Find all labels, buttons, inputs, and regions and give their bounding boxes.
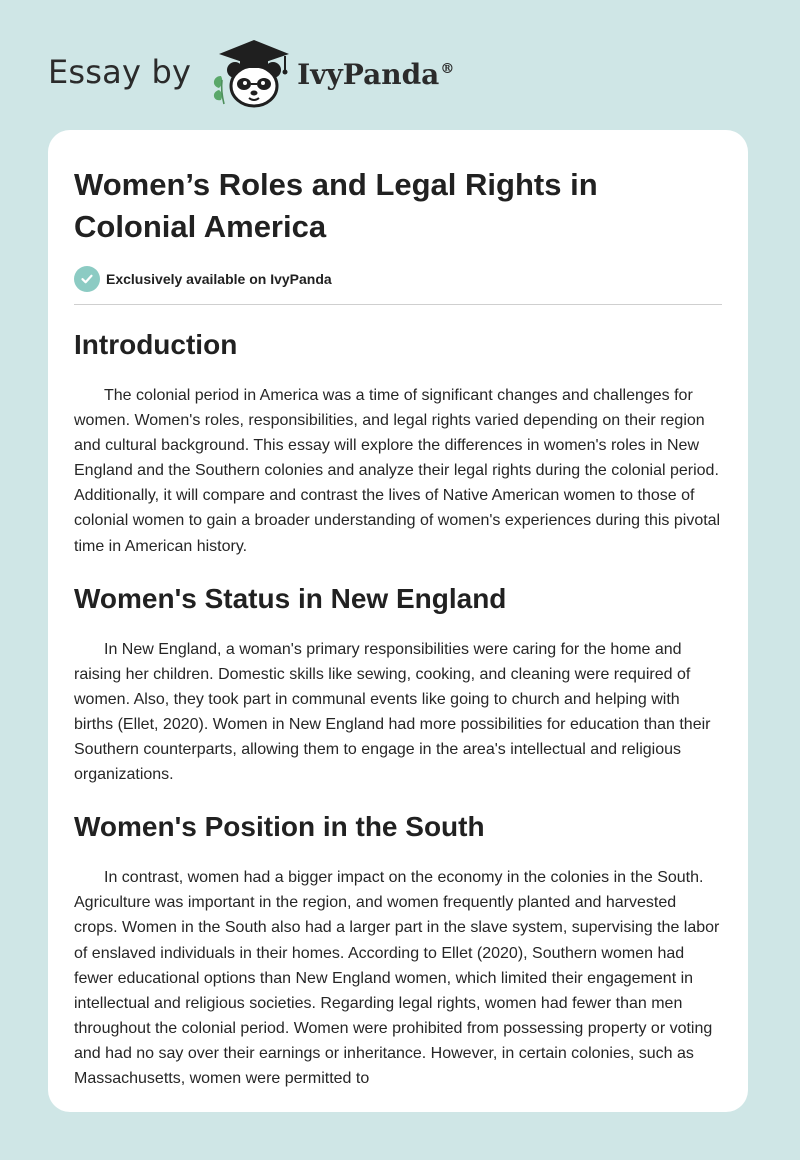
- section-heading-introduction: Introduction: [74, 329, 238, 360]
- brand-name-text: IvyPanda: [297, 57, 440, 91]
- section-text-introduction: The colonial period in America was a time of significant changes and challenges for women. Women's roles, responsibilities, and legal rights varied depending on their region and cultural background. This essay will explore the differences in women's roles in New England and the Southern colonies and analyze their legal rights during the colonial period. Additionally, it will compare and contrast the lives of Native American women to those of colonial women to gain a broader understanding of women's experiences during this pivotal time in American history.: [74, 387, 721, 555]
- check-icon: [74, 266, 100, 292]
- section-heading-south: Women's Position in the South: [74, 811, 485, 843]
- brand-header: [48, 36, 454, 108]
- exclusive-badge-text: Exclusively available on IvyPanda: [106, 271, 332, 287]
- section-heading-new-england: Women's Status in New England: [74, 582, 507, 614]
- ivypanda-logo-icon[interactable]: [209, 36, 295, 108]
- brand-name[interactable]: [297, 58, 454, 91]
- title-divider: [74, 304, 722, 305]
- registered-mark: ®: [440, 61, 455, 78]
- essay-card: [48, 130, 748, 1112]
- exclusive-badge: [74, 266, 722, 292]
- essay-by-label: Essay by: [48, 53, 192, 91]
- essay-title: Women’s Roles and Legal Rights in Colonial America: [74, 167, 598, 244]
- section-text-south: In contrast, women had a bigger impact on the economy in the colonies in the South. Agriculture was important in the region, and women frequently planted and harvested crops. Women in the South also had a larger part in the slave system, supervising the labor of enslaved individuals in their homes. According to Ellet (2020), Southern women had fewer educational options than New England women, which limited their engagement in intellectual and religious societies. Regarding legal rights, women had fewer than men throughout the colonial period. Women were prohibited from possessing property or voting and had no say over their earnings or inheritance. However, in certain colonies, such as Massachusetts, women were permitted to: [74, 869, 720, 1087]
- section-text-new-england: In New England, a woman's primary responsibilities were caring for the home and raising her children. Domestic skills like sewing, cooking, and cleaning were required of women. Also, they took part in communal events like going to church and helping with births (Ellet, 2020). Women in New England had more possibilities for education than their Southern counterparts, allowing them to engage in the area's intellectual and religious organizations.: [74, 640, 711, 784]
